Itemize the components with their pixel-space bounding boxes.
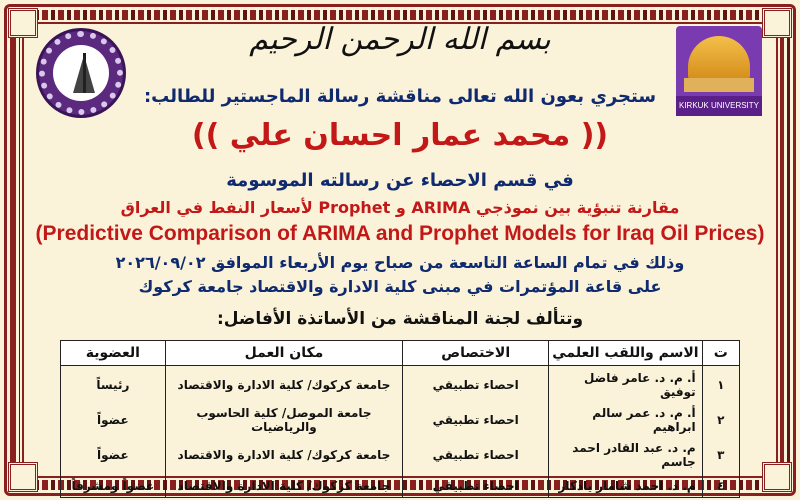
basmala: بسم الله الرحمن الرحيم (249, 22, 551, 57)
header-index: ت (702, 341, 739, 366)
student-name: (( محمد عمار احسان علي )) (191, 118, 609, 153)
member-name: أ. م. د. عمر سالم ابراهيم (549, 401, 702, 436)
member-specialty: احصاء تطبيقي (403, 366, 549, 402)
member-name: م. د. عبد القادر احمد جاسم (549, 436, 702, 471)
corner-ornament (8, 462, 38, 492)
header-membership: العضوية (61, 341, 166, 366)
member-workplace: جامعة كركوك/ كلية الادارة والاقتصاد (165, 436, 403, 471)
member-specialty: احصاء تطبيقي (403, 436, 549, 471)
university-logo (676, 26, 762, 116)
member-name: م. د. احمد شامار يادكار (549, 471, 702, 498)
member-role: عضواً (61, 436, 166, 471)
dome-icon (688, 36, 750, 80)
corner-ornament (762, 462, 792, 492)
row-index: ١ (702, 366, 739, 402)
committee-intro: وتتألف لجنة المناقشة من الأساتذة الأفاضل: (216, 309, 584, 329)
location-line: على قاعة المؤتمرات في مبنى كلية الادارة والاقتصاد جامعة كركوك (138, 277, 662, 296)
header-specialty: الاختصاص (403, 341, 549, 366)
member-specialty: احصاء تطبيقي (403, 471, 549, 498)
member-specialty: احصاء تطبيقي (403, 401, 549, 436)
row-index: ٤ (702, 471, 739, 498)
university-logo-text: KIRKUK UNIVERSITY (676, 96, 762, 116)
row-index: ٣ (702, 436, 739, 471)
member-name: أ. م. د. عامر فاضل توفيق (549, 366, 702, 402)
oil-derrick-icon (73, 53, 95, 93)
member-role: عضواً (61, 401, 166, 436)
corner-ornament (8, 8, 38, 38)
row-index: ٢ (702, 401, 739, 436)
department-line: في قسم الاحصاء عن رسالته الموسومة (226, 170, 574, 191)
table-row (61, 401, 740, 436)
college-logo (36, 28, 126, 118)
thesis-title-arabic: مقارنة تنبؤية بين نموذجي ARIMA و Prophet لأسعار النفط في العراق (120, 198, 680, 217)
time-line: وذلك في تمام الساعة التاسعة من صباح يوم الأربعاء الموافق ٢٠٢٦/٠٩/٠٢ (115, 253, 685, 272)
member-role: رئيساً (61, 366, 166, 402)
member-workplace: جامعة كركوك/ كلية الادارة والاقتصاد (165, 471, 403, 498)
header-workplace: مكان العمل (165, 341, 403, 366)
table-row (61, 471, 740, 498)
member-role: عضواً ومشرفاً (61, 471, 166, 498)
corner-ornament (762, 8, 792, 38)
member-workplace: جامعة الموصل/ كلية الحاسوب والرياضيات (165, 401, 403, 436)
committee-table (60, 340, 740, 498)
intro-line: ستجري بعون الله تعالى مناقشة رسالة الماجستير للطالب: (143, 86, 657, 107)
member-workplace: جامعة كركوك/ كلية الادارة والاقتصاد (165, 366, 403, 402)
table-row (61, 366, 740, 402)
thesis-title-english: (Predictive Comparison of ARIMA and Prophet Models for Iraq Oil Prices) (35, 222, 765, 245)
table-header-row (61, 341, 740, 366)
header-name: الاسم واللقب العلمي (549, 341, 702, 366)
table-row (61, 436, 740, 471)
